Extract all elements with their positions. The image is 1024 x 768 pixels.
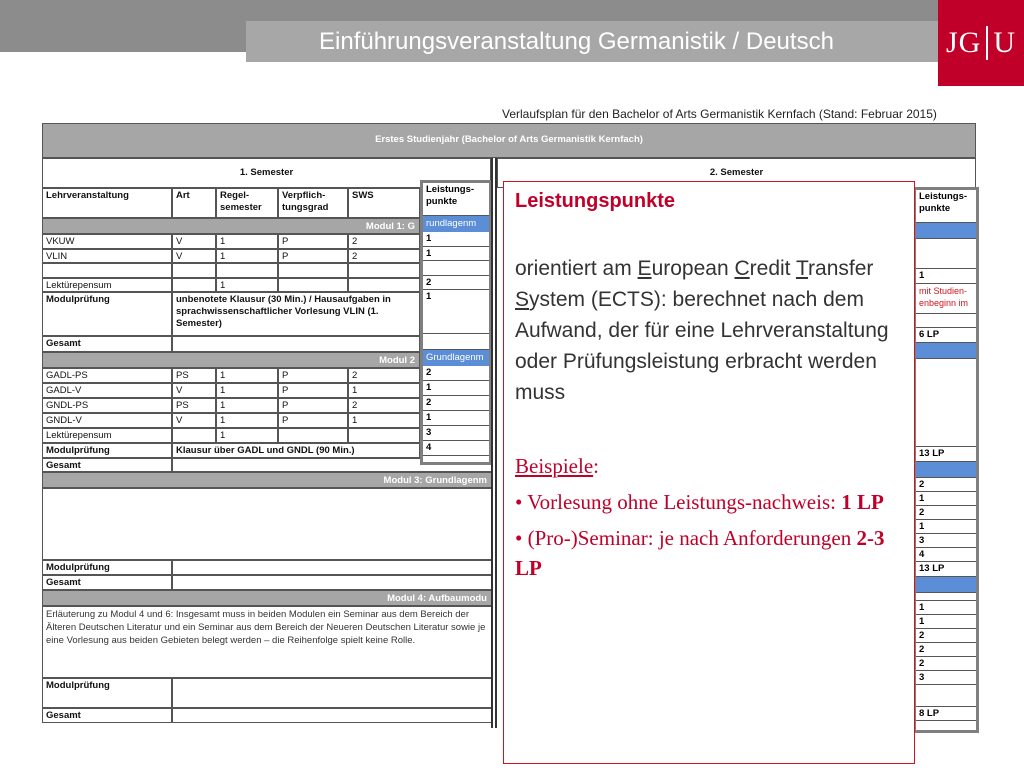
lp2-cell-3: mit Studien- enbeginn im [916,284,976,314]
m2-row-2-col-4: 2 [348,398,420,413]
m3-exam-value [172,560,492,575]
m1-exam-text: unbenotete Klausur (30 Min.) / Hausaufgaben in sprachwissenschaftlicher Vorlesung VLIN (1. Semester) [172,292,420,336]
lp2-cell-21: 2 [916,629,976,643]
lp2-cell-19: 1 [916,601,976,615]
m1-row-1-col-1: V [172,249,216,264]
m1-row-2-col-0 [42,263,172,278]
lp2-cell-23: 2 [916,657,976,671]
col-sws: SWS [348,188,420,218]
lp2-cell-14: 3 [916,534,976,548]
m1-row-1-col-0: VLIN [42,249,172,264]
m2-row-2-col-0: GNDL-PS [42,398,172,413]
semester-2-header: 2. Semester [497,158,976,188]
m1-gesamt: Gesamt [42,336,172,352]
m1-row-3-col-0: Lektürepensum [42,278,172,293]
m1-row-0-col-4: 2 [348,234,420,249]
m2-row-0-col-4: 2 [348,368,420,383]
m2-row-0-col-2: 1 [216,368,278,383]
m1-row-2-col-2 [216,263,278,278]
col-verpflichtungsgrad: Verpflich- tungsgrad [278,188,348,218]
m3-exam-label: Modulprüfung [42,560,172,575]
lp2-cell-20: 1 [916,615,976,629]
document-title: Verlaufsplan für den Bachelor of Arts Germanistik Kernfach (Stand: Februar 2015) [502,107,937,121]
lp2-cell-4 [916,314,976,328]
m1-gesamt-value [172,336,420,352]
example-seminar: • (Pro-)Seminar: je nach Anforderungen 2-3 LP [515,526,885,580]
modul-4-header: Modul 4: Aufbaumodu [42,590,492,606]
m2-row-4-col-4 [348,428,420,443]
m2-exam-text: Klausur über GADL und GNDL (90 Min.) [172,443,420,458]
lp1-m1-3: 2 [423,276,489,291]
m2-row-1-col-4: 1 [348,383,420,398]
m2-exam-label: Modulprüfung [42,443,172,458]
m1-row-0-col-2: 1 [216,234,278,249]
lp2-cell-7 [916,359,976,447]
m1-exam-label: Modulprüfung [42,292,172,336]
example-vorlesung: • Vorlesung ohne Leistungs-nachweis: 1 LP [515,490,884,514]
m1-row-0-col-1: V [172,234,216,249]
lp1-m2-1: 1 [423,381,489,396]
lp1-m1-2 [423,261,489,276]
lp2-cell-9 [916,462,976,478]
modul-2-blue-label: Grundlagenm [423,350,489,366]
lp-column-semester-2 [913,187,979,733]
m2-row-4-col-3 [278,428,348,443]
lp2-cell-8: 13 LP [916,447,976,462]
lp-header: Leistungs- punkte [423,183,489,216]
lp1-m1-exam: 1 [423,290,489,334]
leistungspunkte-callout [503,181,915,764]
col-lehrveranstaltung: Lehrveranstaltung [42,188,172,218]
lp1-m1-1: 1 [423,247,489,262]
m1-row-2-col-4 [348,263,420,278]
lp2-cell-22: 2 [916,643,976,657]
modul-4-note: Erläuterung zu Modul 4 und 6: Insgesamt muss in beiden Modulen ein Seminar aus dem Bereich der Älteren Deutschen Literatur und ein Seminar aus dem Bereich der Neueren Deutschen Literatur sowie je eine Vorlesung aus beiden Gebieten belegt werden – die Reihenfolge spielt keine Rolle. [42,606,492,678]
m2-row-1-col-2: 1 [216,383,278,398]
m1-row-2-col-3 [278,263,348,278]
lp2-cell-12: 2 [916,506,976,520]
lp2-cell-6 [916,343,976,359]
lp2-cell-2: 1 [916,269,976,284]
modul-3-body [42,488,492,560]
m2-gesamt: Gesamt [42,458,172,472]
m2-row-3-col-4: 1 [348,413,420,428]
m1-row-3-col-3 [278,278,348,293]
lp2-cell-26: 8 LP [916,707,976,721]
lp-column-semester-1 [420,180,492,465]
callout-heading: Leistungspunkte [515,190,676,212]
m1-row-0-col-3: P [278,234,348,249]
m2-row-4-col-2: 1 [216,428,278,443]
lp2-cell-11: 1 [916,492,976,506]
m3-gesamt-value [172,575,492,590]
m2-row-3-col-1: V [172,413,216,428]
m1-row-1-col-2: 1 [216,249,278,264]
lp1-m2-exam: 4 [423,441,489,456]
lp1-m1-0: 1 [423,232,489,247]
col-art: Art [172,188,216,218]
modul-2-header: Modul 2 [42,352,420,368]
lp2-cell-10: 2 [916,478,976,492]
lp-header-2: Leistungs- punkte [916,190,976,223]
m2-row-0-col-0: GADL-PS [42,368,172,383]
m1-row-3-col-4 [348,278,420,293]
m1-row-3-col-2: 1 [216,278,278,293]
col-regelsemester: Regel- semester [216,188,278,218]
m2-row-2-col-3: P [278,398,348,413]
lp2-cell-1 [916,239,976,269]
lp1-m1-gesamt [423,334,489,350]
lp1-m2-3: 1 [423,411,489,426]
m2-row-1-col-3: P [278,383,348,398]
lp1-m2-4: 3 [423,426,489,441]
m2-row-2-col-2: 1 [216,398,278,413]
m2-row-2-col-1: PS [172,398,216,413]
m3-gesamt: Gesamt [42,575,172,590]
m4-exam-label: Modulprüfung [42,678,172,708]
modul-1-blue-label: rundlagenm [423,216,489,232]
m2-row-3-col-3: P [278,413,348,428]
m2-row-4-col-0: Lektürepensum [42,428,172,443]
lp2-cell-16: 13 LP [916,562,976,577]
m1-row-3-col-1 [172,278,216,293]
m1-row-1-col-4: 2 [348,249,420,264]
lp2-cell-15: 4 [916,548,976,562]
lp2-cell-18 [916,593,976,601]
m2-row-3-col-0: GNDL-V [42,413,172,428]
m1-row-0-col-0: VKUW [42,234,172,249]
semester-separator [491,158,497,728]
m4-gesamt-value [172,708,492,723]
callout-definition: orientiert am European Credit Transfer System (ECTS): berechnet nach dem Aufwand, der für eine Lehrveranstaltung oder Prüfungsleistung erbracht werden muss [515,257,889,404]
examples-label: Beispiele: [515,454,599,478]
lp2-cell-0 [916,223,976,239]
lp2-cell-13: 1 [916,520,976,534]
m2-row-1-col-1: V [172,383,216,398]
m2-row-1-col-0: GADL-V [42,383,172,398]
lp2-cell-17 [916,577,976,593]
modul-3-header: Modul 3: Grundlagenm [42,472,492,488]
m2-row-4-col-1 [172,428,216,443]
lp2-cell-24: 3 [916,671,976,685]
m4-exam-value [172,678,492,708]
year-title: Erstes Studienjahr (Bachelor of Arts Germanistik Kernfach) [42,123,976,158]
m4-gesamt: Gesamt [42,708,172,723]
lp1-m2-2: 2 [423,396,489,411]
lp2-cell-25 [916,685,976,707]
modul-1-header: Modul 1: G [42,218,420,234]
m2-row-0-col-3: P [278,368,348,383]
m2-row-3-col-2: 1 [216,413,278,428]
semester-1-header: 1. Semester [42,158,491,188]
lp1-m2-0: 2 [423,366,489,381]
m1-row-1-col-3: P [278,249,348,264]
m2-row-0-col-1: PS [172,368,216,383]
jgu-logo: JG U [938,0,1024,86]
m1-row-2-col-1 [172,263,216,278]
slide-title: Einführungsveranstaltung Germanistik / Deutsch [246,21,938,62]
lp2-cell-5: 6 LP [916,328,976,343]
